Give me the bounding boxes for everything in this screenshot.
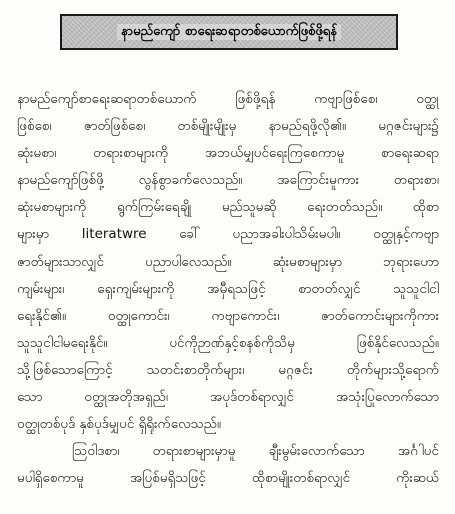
paragraph-1-line-10: သူသူငါငါမရေးနိုင်။ ပင်ကိုဉာဏ်နှင့်စနစ်ကိုသိမှ ဖြစ်နိုင်လေသည်။ <box>17 334 439 351</box>
paragraph-1-line-1: နာမည်ကျော်စာရေးဆရာတစ်ယောက် ဖြစ်ဖို့ရန် ကဗျာဖြစ်စေ၊ ဝတ္ထု <box>17 91 439 107</box>
paragraph-1-line-9: ရေးနိုင်၏။ ဝတ္ထုကောင်း၊ ကဗျာကောင်း၊ ဇာတ်ကောင်းများကိုကား <box>17 307 439 324</box>
paragraph-2-line-1: သြဝါဒစာ၊ တရားစာများမှာမူ ချီးမွမ်းလောက်သော အင်္ဂါပင် <box>72 443 439 460</box>
paragraph-2-line-2: မပါရှိစေကာမူ အပြစ်မရှိသဖြင့် ထိုစာမျိုးတစ်ရာလျှင် ကိုးဆယ် <box>17 470 439 487</box>
paragraph-1-line-5: ဆုံးမစာများကို ရွက်ကြမ်းရေချို မည်သူမဆို ရေးတတ်သည်။ ထိုစာ <box>17 199 439 216</box>
paragraph-1-line-6: များမှာ literatwre ခေါ် ပညာအခါးပါသိမ်းမပါ။ ဝတ္ထုနှင့်ကဗျာ <box>17 226 439 243</box>
paragraph-1-line-3: ဆုံးမစာ၊ တရားစာများကို အဘယ်မျှပင်ရေးကြစေကာမူ စာရေးဆရာ <box>17 145 439 162</box>
paragraph-1-line-13: ဝတ္ထုတစ်ပုဒ် နှစ်ပုဒ်မျှပင် ရှိရိုးက်လေသည်။ <box>17 416 221 433</box>
chapter-heading-box <box>60 14 398 50</box>
paragraph-1-line-7: ဇာတ်များသာလျှင် ပညာပါလေသည်။ ဆုံးမစာများမှာ ဘုရားဟော <box>17 253 439 270</box>
paragraph-1-line-8: ကျမ်းများ၊ ရှေးကျမ်းများကို အမှီရသဖြင့် စာတတ်လျှင် သူသူငါငါ <box>17 280 439 297</box>
paragraph-1-line-2: ဖြစ်စေ၊ ဇာတ်ဖြစ်စေ၊ တစ်မျိုးမျိုးမှ နာမည်ရဖို့လို၏။ မဂ္ဂဇင်းများ၌ <box>17 118 439 135</box>
paragraph-1-line-11: သို့ဖြစ်သောကြောင့် သတင်းစာတိုက်များ၊ မဂ္ဂဇင်း တိုက်များသို့ရောက် <box>17 361 439 378</box>
body-text <box>17 86 439 492</box>
paragraph-1-line-4: နာမည်ကျော်ဖြစ်ဖို့ လွန်စွာခက်လေသည်။ အကြောင်းမူကား တရားစာ၊ <box>17 172 439 189</box>
chapter-heading: နာမည်ကျော် စာရေးဆရာတစ်ယောက်ဖြစ်ဖို့ရန် <box>117 24 341 40</box>
paragraph-1-line-12: သော ဝတ္ထုအတိုအရှည်၊ အပုဒ်တစ်ရာလျှင် အသုံးပြုလောက်သော <box>17 389 439 406</box>
